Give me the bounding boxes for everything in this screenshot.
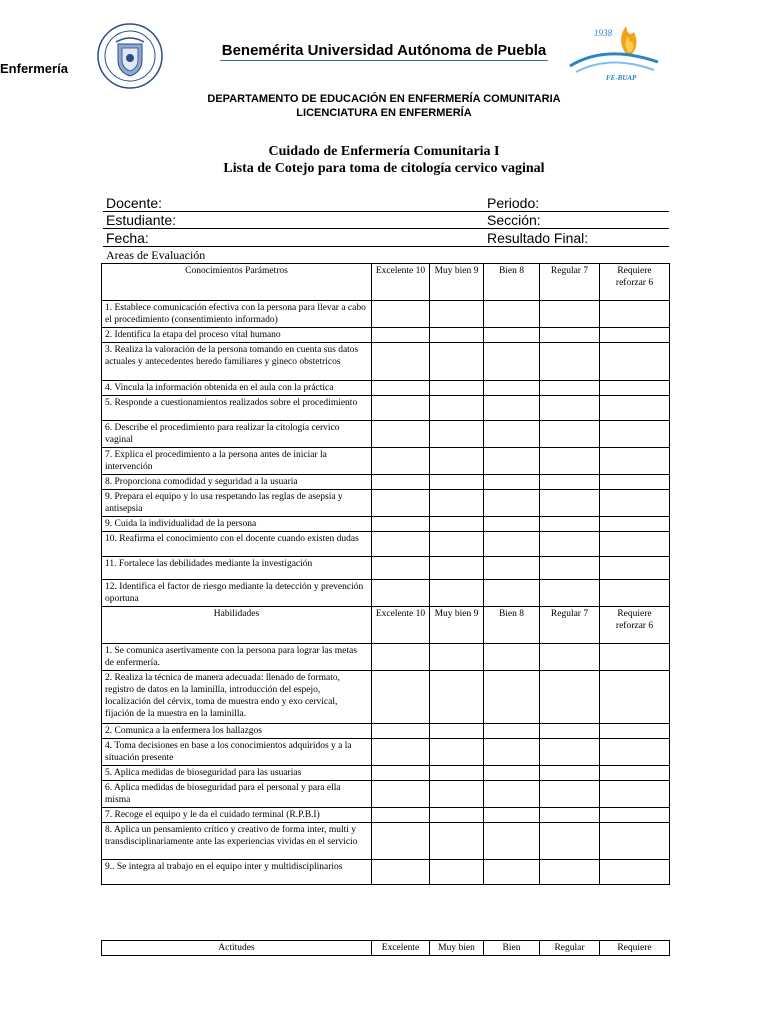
conocimientos-row [102,396,670,421]
habilidades-row [102,671,670,724]
score-cell[interactable] [540,823,600,860]
score-cell[interactable] [540,808,600,823]
score-cell[interactable] [430,396,484,421]
score-cell[interactable] [600,557,670,580]
score-cell[interactable] [540,860,600,885]
score-cell[interactable] [600,328,670,343]
score-cell[interactable] [372,490,430,517]
conocimientos-row [102,343,670,381]
habilidades-row [102,808,670,823]
habilidades-header-cell: Habilidades [102,607,372,644]
logo-year: 1938 [594,28,612,38]
habilidades-header-cell: Excelente 10 [372,607,430,644]
score-cell[interactable] [600,517,670,532]
score-cell[interactable] [372,557,430,580]
checklist-title: Lista de Cotejo para toma de citología cervico vaginal [223,161,545,176]
score-cell[interactable] [484,808,540,823]
actitudes-header-cell: Actitudes [102,941,372,956]
faculty-flame-logo-icon [566,14,662,82]
score-cell[interactable] [372,343,430,381]
score-cell[interactable] [540,671,600,724]
score-cell[interactable] [372,396,430,421]
conocimientos-criterion: 6. Describe el procedimiento para realizar la citología cervico vaginal [102,421,372,448]
habilidades-criterion: 6. Aplica medidas de bioseguridad para el personal y para ella misma [102,781,372,808]
conocimientos-row [102,421,670,448]
score-cell[interactable] [430,671,484,724]
score-cell[interactable] [372,301,430,328]
score-cell[interactable] [430,860,484,885]
score-cell[interactable] [540,766,600,781]
score-cell[interactable] [600,421,670,448]
score-cell[interactable] [372,475,430,490]
conocimientos-row [102,381,670,396]
habilidades-criterion: 1. Se comunica asertivamente con la persona para lograr las metas de enfermería. [102,644,372,671]
score-cell[interactable] [600,381,670,396]
score-cell[interactable] [484,739,540,766]
conocimientos-criterion: 2. Identifica la etapa del proceso vital humano [102,328,372,343]
habilidades-row [102,860,670,885]
conocimientos-row [102,532,670,557]
habilidades-header-cell: Regular 7 [540,607,600,644]
score-cell[interactable] [600,808,670,823]
university-title: Benemérita Universidad Autónoma de Puebla [221,42,547,59]
habilidades-header-cell: Muy bien 9 [430,607,484,644]
score-cell[interactable] [600,823,670,860]
score-cell[interactable] [484,724,540,739]
conocimientos-criterion: 4. Vincula la información obtenida en el aula con la práctica [102,381,372,396]
score-cell[interactable] [484,532,540,557]
score-cell[interactable] [484,557,540,580]
document-title [100,143,668,177]
conocimientos-criterion: 8. Proporciona comodidad y seguridad a la usuaria [102,475,372,490]
score-cell[interactable] [484,448,540,475]
score-cell[interactable] [540,532,600,557]
actitudes-table [101,940,670,956]
conocimientos-criterion: 5. Responde a cuestionamientos realizados sobre el procedimiento [102,396,372,421]
score-cell[interactable] [600,724,670,739]
score-cell[interactable] [430,823,484,860]
conocimientos-criterion: 11. Fortalece las debilidades mediante la investigación [102,557,372,580]
conocimientos-header-cell: Conocimientos Parámetros [102,264,372,301]
score-cell[interactable] [430,301,484,328]
score-cell[interactable] [430,766,484,781]
habilidades-criterion: 5. Aplica medidas de bioseguridad para las usuarias [102,766,372,781]
logo-text: FE-BUAP [606,74,637,82]
actitudes-header-cell: Requiere [600,941,670,956]
score-cell[interactable] [484,671,540,724]
habilidades-row [102,823,670,860]
habilidades-criterion: 9.. Se integra al trabajo en el equipo inter y multidisciplinarios [102,860,372,885]
conocimientos-criterion: 12. Identifica el factor de riesgo mediante la detección y prevención oportuna [102,580,372,607]
habilidades-row [102,739,670,766]
docente-label: Docente: [106,195,163,211]
score-cell[interactable] [540,448,600,475]
score-cell[interactable] [430,343,484,381]
habilidades-row [102,781,670,808]
conocimientos-row [102,517,670,532]
score-cell[interactable] [372,766,430,781]
habilidades-criterion: 4. Toma decisiones en base a los conocimientos adquiridos y a la situación presente [102,739,372,766]
score-cell[interactable] [600,671,670,724]
score-cell[interactable] [430,580,484,607]
score-cell[interactable] [540,343,600,381]
score-cell[interactable] [484,396,540,421]
faculty-label: Enfermería [0,61,68,76]
habilidades-row [102,724,670,739]
score-cell[interactable] [484,490,540,517]
habilidades-criterion: 8. Aplica un pensamiento crítico y creativo de forma inter, multi y transdisciplinariamente ante las experiencias vividas en el servicio [102,823,372,860]
score-cell[interactable] [372,860,430,885]
score-cell[interactable] [540,328,600,343]
conocimientos-row [102,490,670,517]
score-cell[interactable] [600,396,670,421]
habilidades-criterion: 7. Recoge el equipo y le da el cuidado terminal (R.P.B.I) [102,808,372,823]
score-cell[interactable] [484,580,540,607]
conocimientos-header-cell: Requiere reforzar 6 [600,264,670,301]
score-cell[interactable] [430,490,484,517]
actitudes-header-cell: Excelente [372,941,430,956]
score-cell[interactable] [600,580,670,607]
habilidades-header-row [102,607,670,644]
university-seal-icon [96,22,164,90]
score-cell[interactable] [540,490,600,517]
info-row-fecha [103,230,669,247]
seccion-label: Sección: [487,212,541,228]
habilidades-criterion: 2. Comunica a la enfermera los hallazgos [102,724,372,739]
score-cell[interactable] [372,381,430,396]
habilidades-header-cell: Bien 8 [484,607,540,644]
conocimientos-row [102,448,670,475]
info-row-docente [103,195,669,212]
conocimientos-criterion: 9. Prepara el equipo y lo usa respetando las reglas de asepsia y antisepsia [102,490,372,517]
actitudes-header-cell: Bien [484,941,540,956]
score-cell[interactable] [484,860,540,885]
score-cell[interactable] [372,517,430,532]
score-cell[interactable] [372,724,430,739]
score-cell[interactable] [484,517,540,532]
score-cell[interactable] [484,421,540,448]
score-cell[interactable] [484,381,540,396]
score-cell[interactable] [600,448,670,475]
score-cell[interactable] [372,448,430,475]
score-cell[interactable] [600,860,670,885]
score-cell[interactable] [372,532,430,557]
conocimientos-row [102,557,670,580]
score-cell[interactable] [430,644,484,671]
score-cell[interactable] [372,644,430,671]
conocimientos-criterion: 3. Realiza la valoración de la persona tomando en cuenta sus datos actuales y antecedentes heredo familiares y gineco obstetricos [102,343,372,381]
conocimientos-header-cell: Muy bien 9 [430,264,484,301]
score-cell[interactable] [372,739,430,766]
score-cell[interactable] [540,421,600,448]
score-cell[interactable] [430,808,484,823]
conocimientos-header-row [102,264,670,301]
score-cell[interactable] [600,766,670,781]
fecha-label: Fecha: [106,230,149,246]
score-cell[interactable] [540,644,600,671]
score-cell[interactable] [600,532,670,557]
score-cell[interactable] [600,781,670,808]
program-name: LICENCIATURA EN ENFERMERÍA [296,107,472,119]
score-cell[interactable] [430,381,484,396]
score-cell[interactable] [430,448,484,475]
conocimientos-criterion: 9. Cuida la individualidad de la persona [102,517,372,532]
conocimientos-header-cell: Excelente 10 [372,264,430,301]
score-cell[interactable] [484,343,540,381]
score-cell[interactable] [600,301,670,328]
department-heading [100,92,668,120]
score-cell[interactable] [430,532,484,557]
score-cell[interactable] [540,475,600,490]
score-cell[interactable] [430,557,484,580]
score-cell[interactable] [430,517,484,532]
conocimientos-criterion: 10. Reafirma el conocimiento con el docente cuando existen dudas [102,532,372,557]
score-cell[interactable] [372,421,430,448]
score-cell[interactable] [430,421,484,448]
conocimientos-header-cell: Regular 7 [540,264,600,301]
score-cell[interactable] [484,328,540,343]
conocimientos-row [102,328,670,343]
habilidades-criterion: 2. Realiza la técnica de manera adecuada: llenado de formato, registro de datos en la laminilla, introducción del espejo, localización del cérvix, toma de muestra endo y exo cervical, fijación de la muestra en la laminilla. [102,671,372,724]
score-cell[interactable] [540,396,600,421]
score-cell[interactable] [372,823,430,860]
score-cell[interactable] [540,381,600,396]
score-cell[interactable] [540,580,600,607]
conocimientos-row [102,580,670,607]
habilidades-row [102,766,670,781]
actitudes-header-cell: Regular [540,941,600,956]
score-cell[interactable] [484,781,540,808]
score-cell[interactable] [540,517,600,532]
score-cell[interactable] [600,739,670,766]
score-cell[interactable] [540,301,600,328]
score-cell[interactable] [430,781,484,808]
score-cell[interactable] [430,328,484,343]
score-cell[interactable] [372,580,430,607]
course-title: Cuidado de Enfermería Comunitaria I [268,144,500,159]
checklist-table [101,263,670,885]
conocimientos-row [102,475,670,490]
score-cell[interactable] [600,343,670,381]
score-cell[interactable] [540,781,600,808]
actitudes-header-cell: Muy bien [430,941,484,956]
score-cell[interactable] [430,724,484,739]
score-cell[interactable] [372,671,430,724]
score-cell[interactable] [372,808,430,823]
areas-label: Areas de Evaluación [106,248,206,262]
resultado-label: Resultado Final: [487,230,589,246]
score-cell[interactable] [484,301,540,328]
score-cell[interactable] [484,644,540,671]
score-cell[interactable] [484,475,540,490]
score-cell[interactable] [540,557,600,580]
score-cell[interactable] [484,823,540,860]
score-cell[interactable] [540,724,600,739]
conocimientos-header-cell: Bien 8 [484,264,540,301]
conocimientos-criterion: 7. Explica el procedimiento a la persona antes de iniciar la intervención [102,448,372,475]
score-cell[interactable] [484,766,540,781]
score-cell[interactable] [372,781,430,808]
actitudes-header-row [102,941,670,956]
score-cell[interactable] [600,644,670,671]
score-cell[interactable] [600,475,670,490]
habilidades-row [102,644,670,671]
periodo-label: Periodo: [487,195,540,211]
estudiante-label: Estudiante: [106,212,177,228]
score-cell[interactable] [430,739,484,766]
department-name: DEPARTAMENTO DE EDUCACIÓN EN ENFERMERÍA COMUNITARIA [207,93,561,105]
habilidades-header-cell: Requiere reforzar 6 [600,607,670,644]
score-cell[interactable] [540,739,600,766]
score-cell[interactable] [372,328,430,343]
conocimientos-row [102,301,670,328]
score-cell[interactable] [600,490,670,517]
score-cell[interactable] [430,475,484,490]
conocimientos-criterion: 1. Establece comunicación efectiva con la persona para llevar a cabo el procedimiento (consentimiento informado) [102,301,372,328]
info-row-estudiante [103,212,669,229]
